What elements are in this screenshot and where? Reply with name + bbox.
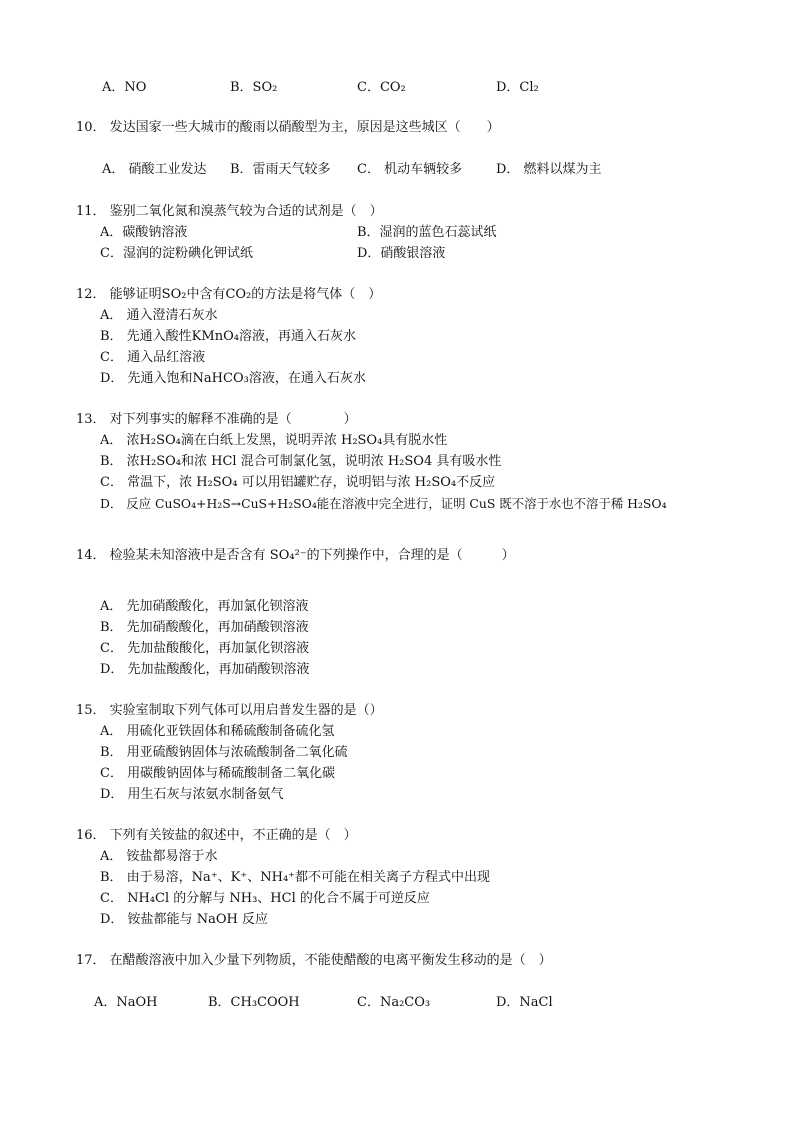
q9-option-a: A．NO — [102, 80, 147, 95]
q11-stem: 11． 鉴别二氧化氮和溴蒸气较为合适的试剂是（ ） — [76, 204, 383, 219]
q11-option-a: A．碳酸钠溶液 — [100, 225, 188, 240]
q16-option-d: D． 铵盐都能与 NaOH 反应 — [100, 912, 268, 927]
q14-option-a: A． 先加硝酸酸化，再加氯化钡溶液 — [100, 599, 309, 614]
q10-option-b: B．雷雨天气较多 — [230, 162, 331, 177]
q14-stem: 14． 检验某未知溶液中是否含有 SO₄²⁻的下列操作中，合理的是（ ） — [76, 548, 515, 563]
q15-option-b: B． 用亚硫酸钠固体与浓硫酸制备二氧化硫 — [100, 745, 348, 760]
q11-option-d: D．硝酸银溶液 — [357, 246, 446, 261]
q13-option-a: A． 浓H₂SO₄滴在白纸上发黑，说明弄浓 H₂SO₄具有脱水性 — [100, 433, 448, 448]
q14-option-c: C． 先加盐酸酸化，再加氯化钡溶液 — [100, 641, 310, 656]
q9-option-b: B．SO₂ — [230, 80, 278, 95]
q12-option-b: B． 先通入酸性KMnO₄溶液，再通入石灰水 — [100, 329, 356, 344]
q13-option-c: C． 常温下，浓 H₂SO₄ 可以用铝罐贮存，说明铝与浓 H₂SO₄不反应 — [100, 475, 496, 490]
q15-option-d: D． 用生石灰与浓氨水制备氨气 — [100, 787, 284, 802]
q17-option-b: B．CH₃COOH — [208, 995, 300, 1010]
q14-option-d: D． 先加盐酸酸化，再加硝酸钡溶液 — [100, 662, 310, 677]
q17-stem: 17． 在醋酸溶液中加入少量下列物质，不能使醋酸的电离平衡发生移动的是（ ） — [76, 953, 552, 968]
q9-option-d: D．Cl₂ — [496, 80, 539, 95]
q16-option-b: B． 由于易溶，Na⁺、K⁺、NH₄⁺都不可能在相关离子方程式中出现 — [100, 870, 491, 885]
q10-option-c: C． 机动车辆较多 — [357, 162, 463, 177]
q9-option-c: C．CO₂ — [357, 80, 406, 95]
q13-option-d: D． 反应 CuSO₄+H₂S→CuS+H₂SO₄能在溶液中完全进行，证明 CuS 既不溶于水也不溶于稀 H₂SO₄ — [100, 496, 667, 511]
q16-option-a: A． 铵盐都易溶于水 — [100, 849, 218, 864]
q10-option-d: D． 燃料以煤为主 — [496, 162, 602, 177]
q11-option-c: C．湿润的淀粉碘化钾试纸 — [100, 246, 253, 261]
q10-stem: 10． 发达国家一些大城市的酸雨以硝酸型为主，原因是这些城区（ ） — [76, 120, 500, 135]
q13-option-b: B． 浓H₂SO₄和浓 HCl 混合可制氯化氢，说明浓 H₂SO4 具有吸水性 — [100, 454, 502, 469]
q13-stem: 13． 对下列事实的解释不准确的是（ ） — [76, 412, 357, 427]
q15-option-a: A． 用硫化亚铁固体和稀硫酸制备硫化氢 — [100, 724, 335, 739]
q17-option-a: A．NaOH — [94, 995, 158, 1010]
q17-option-c: C．Na₂CO₃ — [357, 995, 431, 1010]
q14-option-b: B． 先加硝酸酸化，再加硝酸钡溶液 — [100, 620, 309, 635]
q12-option-c: C． 通入品红溶液 — [100, 350, 206, 365]
q11-option-b: B．湿润的蓝色石蕊试纸 — [357, 225, 497, 240]
q12-option-d: D． 先通入饱和NaHCO₃溶液，在通入石灰水 — [100, 371, 366, 386]
q12-stem: 12． 能够证明SO₂中含有CO₂的方法是将气体（ ） — [76, 287, 382, 302]
q10-option-a: A． 硝酸工业发达 — [102, 162, 207, 177]
q12-option-a: A． 通入澄清石灰水 — [100, 308, 218, 323]
q16-stem: 16． 下列有关铵盐的叙述中，不正确的是（ ） — [76, 828, 357, 843]
q15-stem: 15． 实验室制取下列气体可以用启普发生器的是（） — [76, 703, 383, 718]
q15-option-c: C． 用碳酸钠固体与稀硫酸制备二氧化碳 — [100, 766, 336, 781]
q17-option-d: D．NaCl — [496, 995, 553, 1010]
q16-option-c: C． NH₄Cl 的分解与 NH₃、HCl 的化合不属于可逆反应 — [100, 891, 430, 906]
